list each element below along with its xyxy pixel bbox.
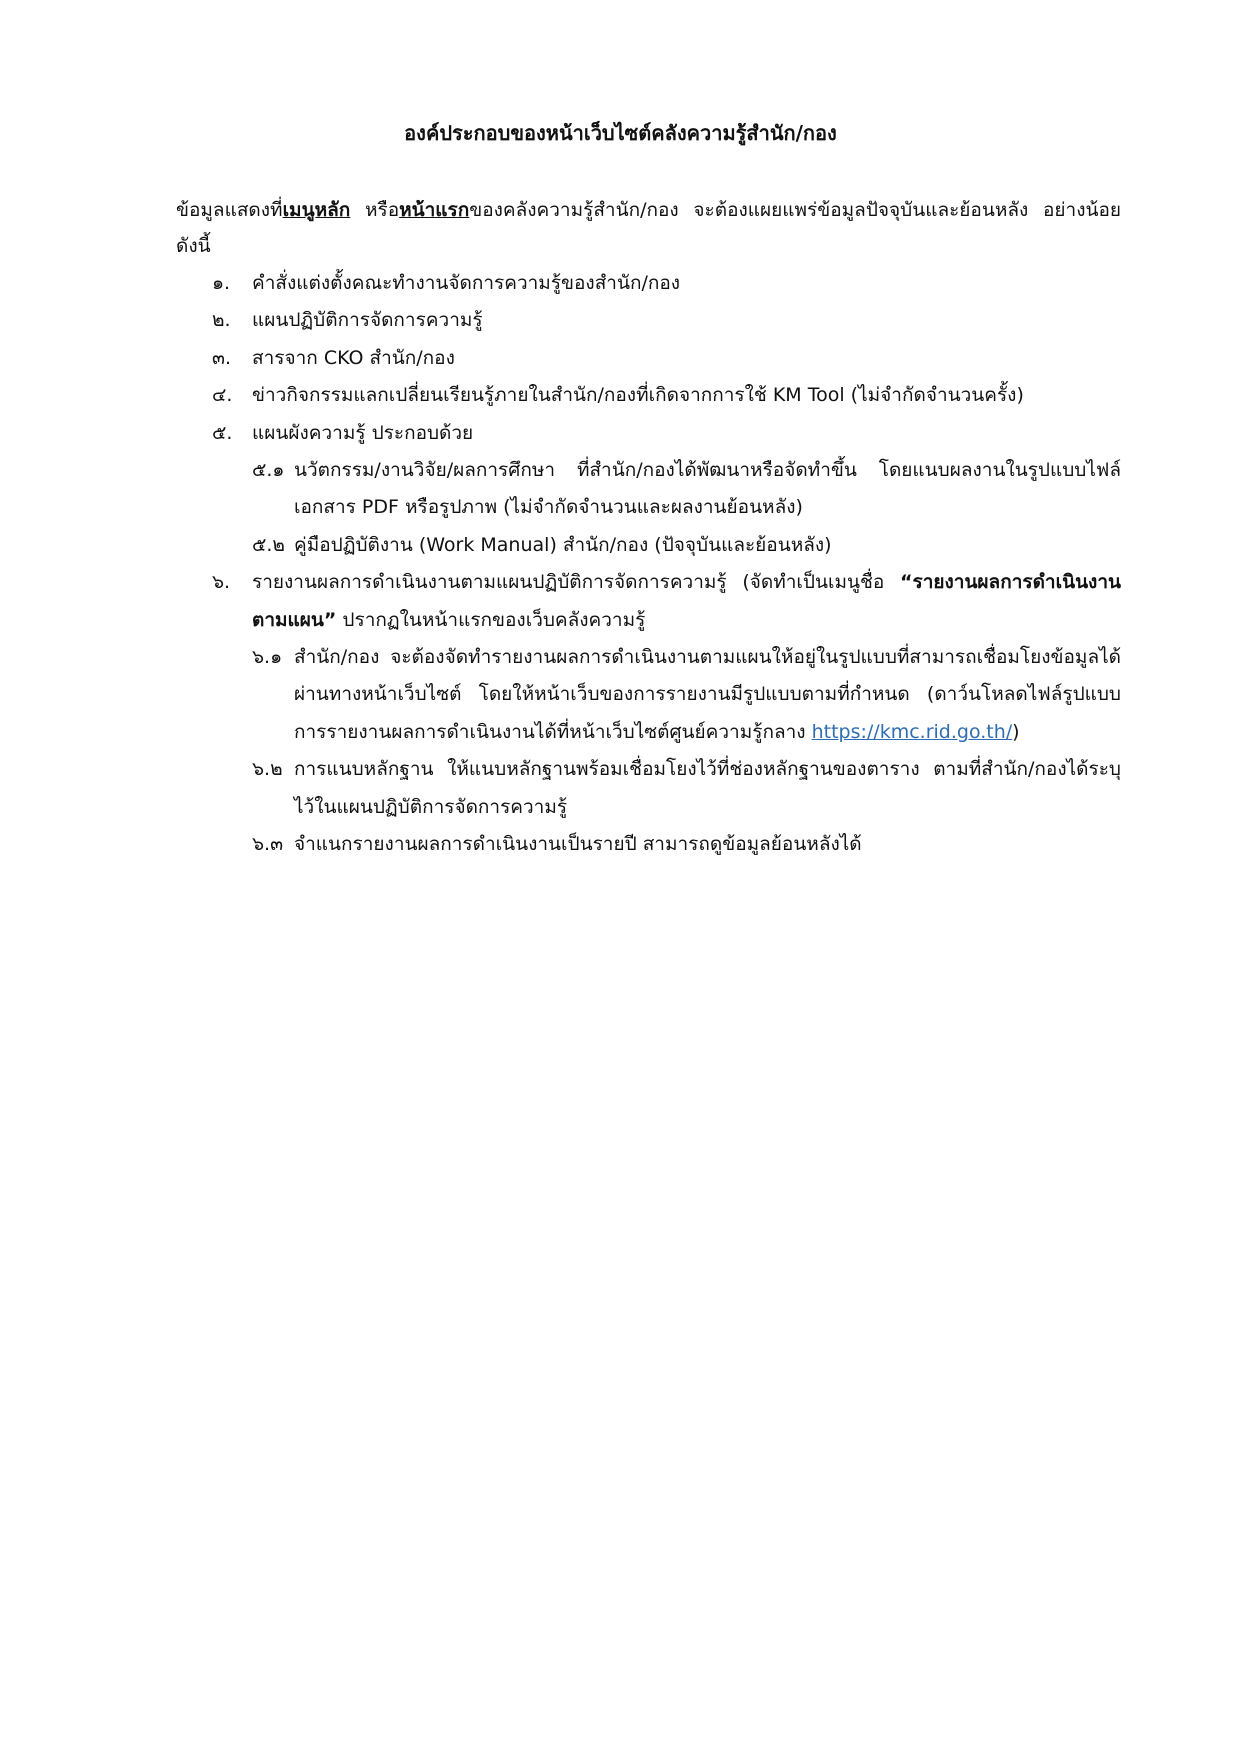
sub-item-number: ๕.๒ [252, 533, 285, 556]
sub-item-6-2 [252, 751, 1121, 826]
sub-item-6-3 [252, 826, 1121, 863]
list-item-4 [212, 377, 1121, 414]
sub-item-text: การแนบหลักฐาน ให้แนบหลักฐานพร้อมเชื่อมโยงไว้ที่ช่องหลักฐานของตาราง ตามที่สำนัก/กองได้ระบุไว้ในแผนปฏิบัติการจัดการความรู้ [294, 758, 1121, 818]
main-menu-term: เมนูหลัก [282, 199, 351, 221]
item-number: ๖. [212, 571, 231, 594]
intro-text-2: หรือ [350, 199, 400, 221]
item-text: แผนปฏิบัติการจัดการความรู้ [252, 309, 483, 332]
list-item-6 [212, 564, 1121, 639]
sub-item-number: ๖.๑ [252, 646, 283, 669]
sub-item-6-1 [252, 639, 1121, 751]
sub-item-text: สำนัก/กอง จะต้องจัดทำรายงานผลการดำเนินงานตามแผนให้อยู่ในรูปแบบที่สามารถเชื่อมโยงข้อมูลได้ผ่านทางหน้าเว็บไซต์ โดยให้หน้าเว็บของการรายงานมีรูปแบบตามที่กำหนด (ดาว์นโหลดไฟล์รูปแบบการรายงานผลการดำเนินงานได้ที่หน้าเว็บไซต์ศูนย์ความรู้กลาง [294, 646, 1121, 743]
intro-text-3: ของคลังความรู้สำนัก/กอง จะต้องแผยแพร่ข้อมูลปัจจุบันและย้อนหลัง อย่างน้อย ดังนี้ [176, 199, 1121, 257]
item-text: รายงานผลการดำเนินงานตามแผนปฏิบัติการจัดการความรู้ (จัดทำเป็นเมนูชื่อ [252, 571, 900, 594]
requirements-list [212, 265, 1121, 864]
kmc-website-link[interactable]: https://kmc.rid.go.th/ [811, 720, 1013, 743]
menu-name-quote: “รายงานผลการดำเนินงานตามแผน” [252, 571, 1121, 631]
item-number: ๔. [212, 384, 233, 407]
sub-item-text-end: ) [1012, 720, 1020, 743]
sub-item-text: คู่มือปฏิบัติงาน (Work Manual) สำนัก/กอง (ปัจจุบันและย้อนหลัง) [294, 533, 832, 556]
intro-text-1: ข้อมูลแสดงที่ [176, 199, 283, 221]
item-number: ๕. [212, 421, 233, 444]
item-number: ๑. [212, 272, 231, 294]
list-item-1 [212, 265, 1121, 302]
sub-item-5-1 [252, 452, 1121, 527]
item-number: ๓. [212, 346, 232, 369]
sub-item-number: ๖.๒ [252, 758, 283, 781]
item-text: สารจาก CKO สำนัก/กอง [252, 346, 455, 369]
list-item-2 [212, 302, 1121, 339]
item-text: ข่าวกิจกรรมแลกเปลี่ยนเรียนรู้ภายในสำนัก/กองที่เกิดจากการใช้ KM Tool (ไม่จำกัดจำนวนครั้ง) [252, 384, 1024, 407]
sub-item-number: ๕.๑ [252, 459, 285, 482]
item-text: แผนผังความรู้ ประกอบด้วย [252, 421, 474, 444]
item-text: คำสั่งแต่งตั้งคณะทำงานจัดการความรู้ของสำนัก/กอง [252, 272, 681, 294]
intro-paragraph [176, 192, 1121, 264]
document-title: องค์ประกอบของหน้าเว็บไซต์คลังความรู้สำนัก/กอง [404, 121, 837, 145]
list-item-5 [212, 415, 1121, 452]
sub-item-5-2 [252, 527, 1121, 564]
sub-item-text: นวัตกรรม/งานวิจัย/ผลการศึกษา ที่สำนัก/กองได้พัฒนาหรือจัดทำขึ้น โดยแนบผลงานในรูปแบบไฟล์เอกสาร PDF หรือรูปภาพ (ไม่จำกัดจำนวนและผลงานย้อนหลัง) [294, 459, 1121, 519]
item-number: ๒. [212, 309, 231, 332]
item-text-continued: ปรากฏในหน้าแรกของเว็บคลังความรู้ [336, 608, 646, 631]
sub-item-text: จำแนกรายงานผลการดำเนินงานเป็นรายปี สามารถดูข้อมูลย้อนหลังได้ [294, 833, 862, 856]
front-page-term: หน้าแรก [399, 199, 470, 221]
sub-item-number: ๖.๓ [252, 833, 284, 856]
list-item-3 [212, 340, 1121, 377]
